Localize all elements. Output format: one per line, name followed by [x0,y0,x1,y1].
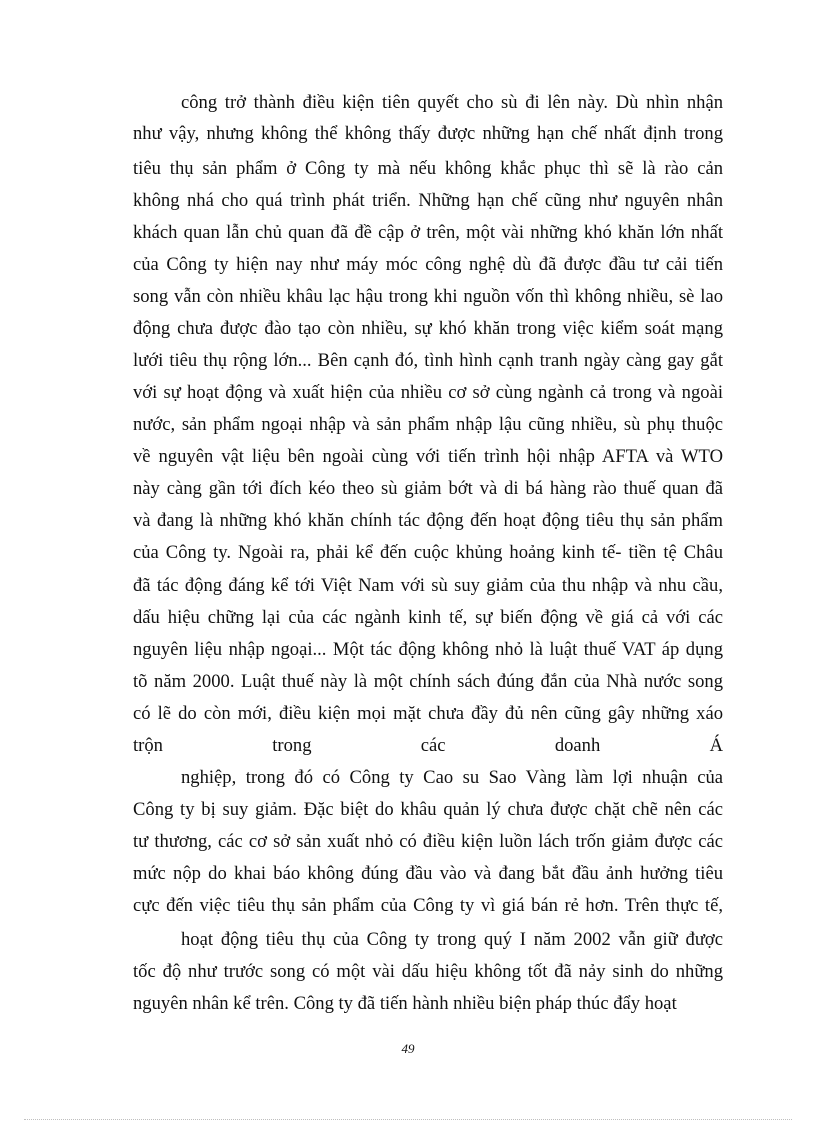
text-line: và đang là những khó khăn chính tác động đến hoạt động tiêu thụ sản phẩm [133,510,723,531]
text-line: song vẫn còn nhiều khâu lạc hậu trong khi nguồn vốn thì không nhiều, sè lao [133,286,723,307]
text-line: nước, sản phẩm ngoại nhập và sản phẩm nhập lậu cũng nhiều, sù phụ thuộc [133,414,723,435]
text-line: như vậy, nhưng không thể không thấy được những hạn chế nhất định trong [133,123,723,144]
text-line: tõ năm 2000. Luật thuế này là một chính sách đúng đắn của Nhà nước song [133,671,723,692]
footer-divider [24,1119,792,1120]
text-line: nguyên nhân kể trên. Công ty đã tiến hành nhiều biện pháp thúc đẩy hoạt [133,993,677,1014]
text-line: công trở thành điều kiện tiên quyết cho sù đi lên này. Dù nhìn nhận [181,92,723,113]
text-line: đã tác động đáng kể tới Việt Nam với sù suy giảm của thu nhập và nhu cầu, [133,575,723,596]
text-line: Công ty bị suy giảm. Đặc biệt do khâu quản lý chưa được chặt chẽ nên các [133,799,723,820]
page-number: 49 [401,1041,415,1056]
text-line: của Công ty. Ngoài ra, phải kể đến cuộc khủng hoảng kinh tế- tiền tệ Châu [133,542,723,563]
text-line: lưới tiêu thụ rộng lớn... Bên cạnh đó, tình hình cạnh tranh ngày càng gay gắt [133,350,723,371]
text-line: cực đến việc tiêu thụ sản phẩm của Công ty vì giá bán rẻ hơn. Trên thực tế, [133,895,723,916]
text-line: tư thương, các cơ sở sản xuất nhỏ có điều kiện luồn lách trốn giảm được các [133,831,723,852]
text-line: có lẽ do còn mới, điều kiện mọi mặt chưa đầy đủ nên cũng gây những xáo [133,703,723,724]
text-line: khách quan lẫn chủ quan đã đề cập ở trên, một vài những khó khăn lớn nhất [133,222,723,243]
text-line: này càng gần tới đích kéo theo sù giảm bớt và di bá hàng rào thuế quan đã [133,478,723,499]
text-line: tiêu thụ sản phẩm ở Công ty mà nếu không khắc phục thì sẽ là rào cản [133,158,723,179]
text-line: nghiệp, trong đó có Công ty Cao su Sao Vàng làm lợi nhuận của [181,767,723,788]
text-line: dấu hiệu chững lại của các ngành kinh tế, sự biến động về giá cả với các [133,607,723,628]
text-line: về nguyên vật liệu bên ngoài cùng với tiến trình hội nhập AFTA và WTO [133,446,723,467]
text-line: tốc độ như trước song có một vài dấu hiệu không tốt đã nảy sinh do những [133,961,723,982]
text-line: động chưa được đào tạo còn nhiều, sự khó khăn trong việc kiểm soát mạng [133,318,723,339]
text-line: với sự hoạt động và xuất hiện của nhiều cơ sở cùng ngành cả trong và ngoài [133,382,723,403]
text-line: không nhá cho quá trình phát triển. Những hạn chế cũng như nguyên nhân [133,190,723,211]
text-line: hoạt động tiêu thụ của Công ty trong quý I năm 2002 vẫn giữ được [181,929,723,950]
text-line: mức nộp do khai báo không đúng đầu vào và đang bắt đầu ảnh hưởng tiêu [133,863,723,884]
text-line: nguyên liệu nhập ngoại... Một tác động không nhỏ là luật thuế VAT áp dụng [133,639,723,660]
text-line: trộn trong các doanh Á [133,735,723,756]
text-line: của Công ty hiện nay như máy móc công nghệ dù đã được đầu tư cải tiến [133,254,723,275]
